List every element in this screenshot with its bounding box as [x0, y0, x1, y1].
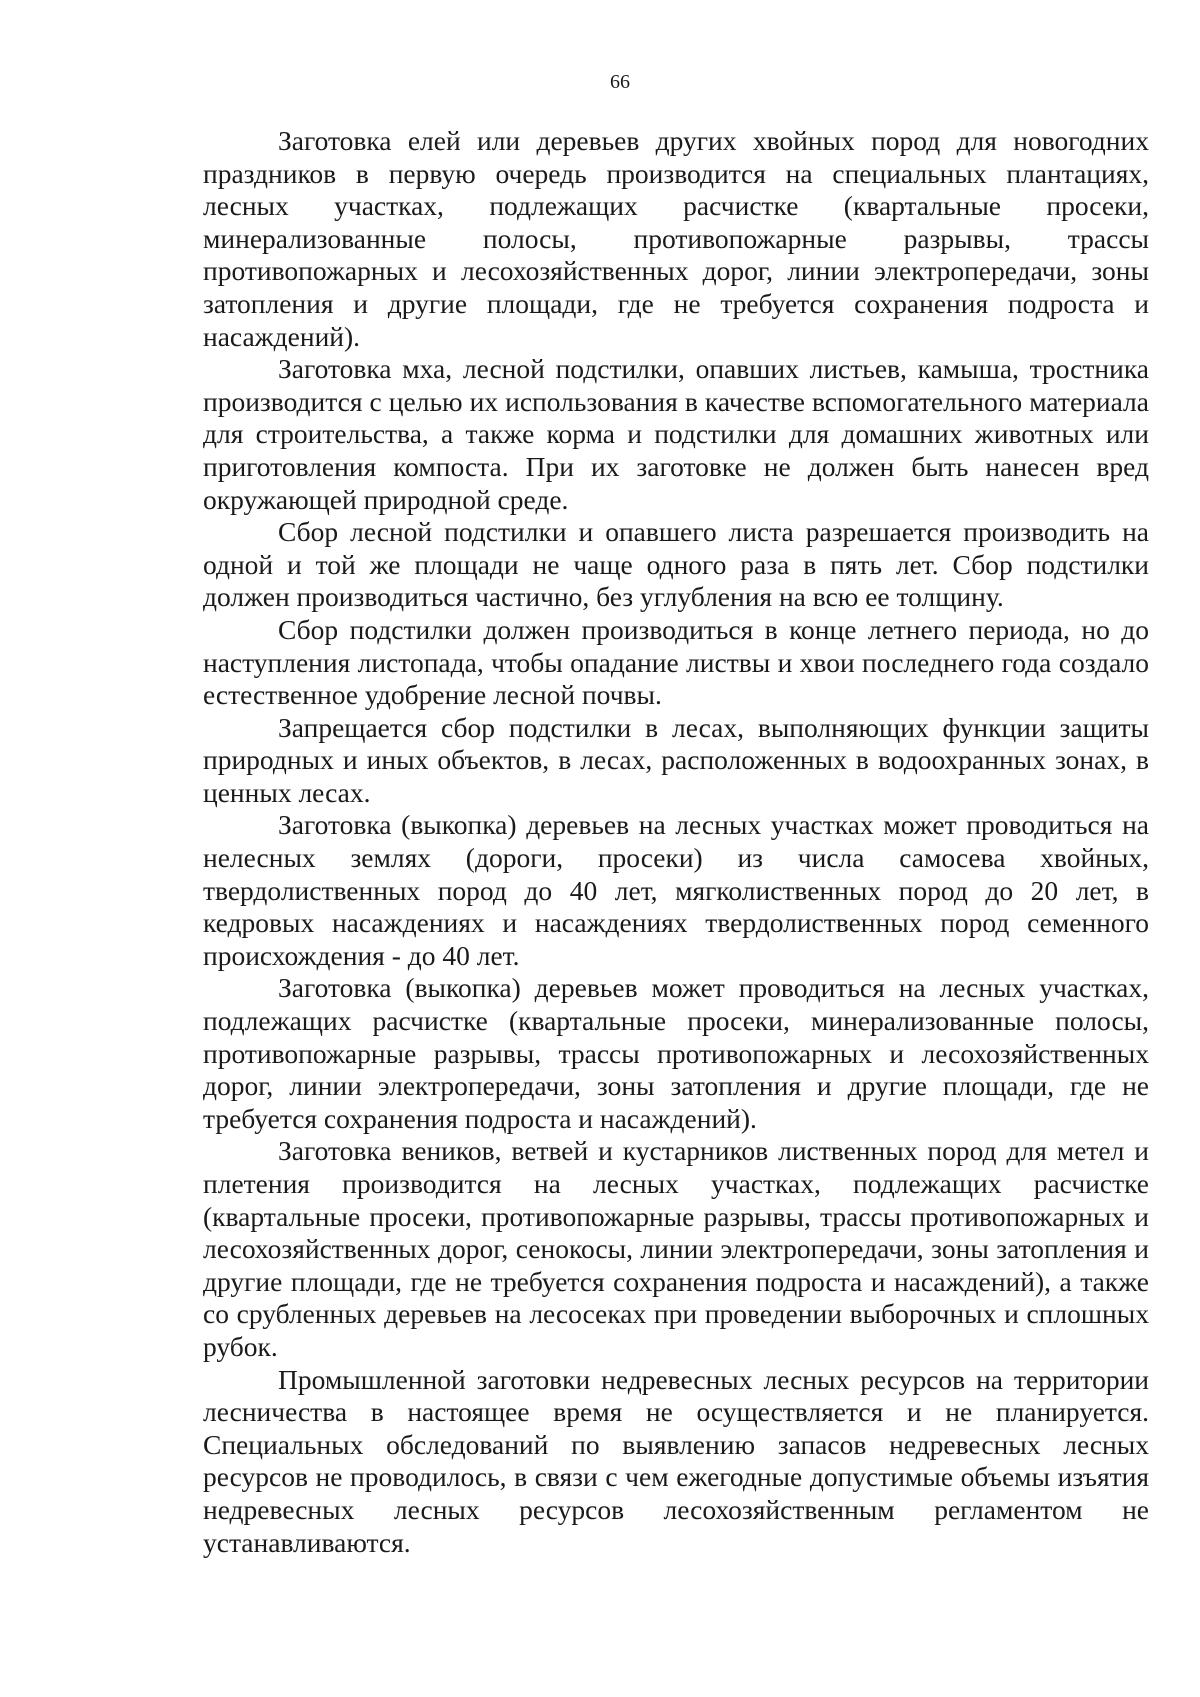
paragraph-tree-digging-clearing-areas: Заготовка (выкопка) деревьев может проводиться на лесных участках, подлежащих расчистке (квартальные просеки, минерализованные полосы, противопожарные разрывы, трассы противопожарных и лесохозяйственных дорог, линии электропередачи, зоны затопления и другие площади, где не требуется сохранения подроста и насаждений). [203, 972, 1149, 1134]
paragraph-litter-collection-prohibition: Запрещается сбор подстилки в лесах, выполняющих функции защиты природных и иных объектов, в лесах, расположенных в водоохранных зонах, в ценных лесах. [203, 711, 1149, 808]
paragraph-industrial-harvesting: Промышленной заготовки недревесных лесных ресурсов на территории лесничества в настоящее время не осуществляется и не планируется. Специальных обследований по выявлению запасов недревесных лесных ресурсов не проводилось, в связи с чем ежегодные допустимые объемы изъятия недревесных лесных ресурсов лесохозяйственным регламентом не устанавливаются. [203, 1363, 1149, 1558]
paragraph-brooms-branches-harvesting: Заготовка веников, ветвей и кустарников лиственных пород для метел и плетения производится на лесных участках, подлежащих расчистке (квартальные просеки, противопожарные разрывы, трассы противопожарных и лесохозяйственных дорог, сенокосы, линии электропередачи, зоны затопления и другие площади, где не требуется сохранения подроста и насаждений), а также со срубленных деревьев на лесосеках при проведении выборочных и сплошных рубок. [203, 1135, 1149, 1362]
paragraph-fir-tree-harvesting: Заготовка елей или деревьев других хвойных пород для новогодних праздников в первую очередь производится на специальных плантациях, лесных участках, подлежащих расчистке (квартальные просеки, минерализованные полосы, противопожарные разрывы, трассы противопожарных и лесохозяйственных дорог, линии электропередачи, зоны затопления и другие площади, где не требуется сохранения подроста и насаждений). [203, 125, 1149, 352]
paragraph-litter-collection-frequency: Сбор лесной подстилки и опавшего листа разрешается производить на одной и той же площади не чаще одного раза в пять лет. Сбор подстилки должен производиться частично, без углубления на всю ее толщину. [203, 516, 1149, 613]
document-body [203, 125, 1149, 1559]
paragraph-tree-digging-non-forest-land: Заготовка (выкопка) деревьев на лесных участках может проводиться на нелесных землях (дороги, просеки) из числа самосева хвойных, твердолиственных пород до 40 лет, мягколиственных пород до 20 лет, в кедровых насаждениях и насаждениях твердолиственных пород семенного происхождения - до 40 лет. [203, 809, 1149, 971]
paragraph-litter-collection-timing: Сбор подстилки должен производиться в конце летнего периода, но до наступления листопада, чтобы опадание листвы и хвои последнего года создало естественное удобрение лесной почвы. [203, 613, 1149, 711]
paragraph-moss-litter-harvesting: Заготовка мха, лесной подстилки, опавших листьев, камыша, тростника производится с целью их использования в качестве вспомогательного материала для строительства, а также корма и подстилки для домашних животных или приготовления компоста. При их заготовке не должен быть нанесен вред окружающей природной среде. [203, 353, 1149, 515]
page-number: 66 [610, 71, 630, 93]
